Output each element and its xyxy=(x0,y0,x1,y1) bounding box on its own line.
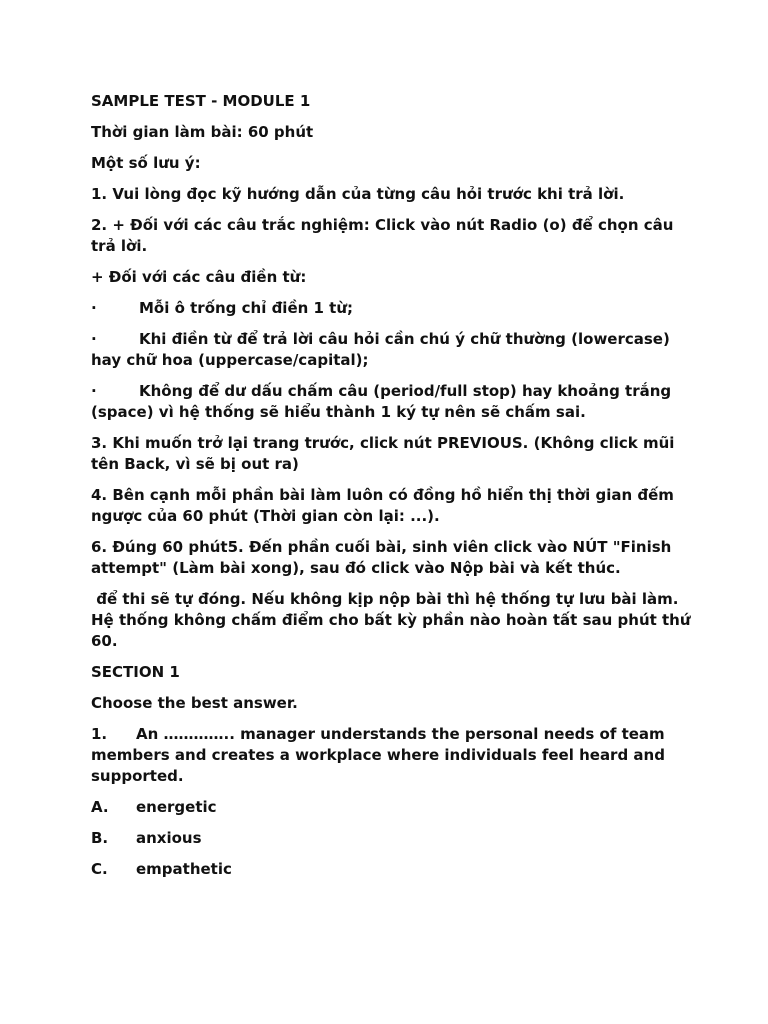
option-text: anxious xyxy=(136,829,202,847)
bullet-dot: · xyxy=(91,330,97,348)
note-2b: + Đối với các câu điền từ: xyxy=(91,268,307,286)
bullet-dot: · xyxy=(91,382,97,400)
option-text: energetic xyxy=(136,798,217,816)
bullet-text: Khi điền từ để trả lời câu hỏi cần chú ý chữ thường (lowercase) hay chữ hoa (uppercase/capital); xyxy=(91,330,670,369)
bullet-item xyxy=(91,329,691,371)
note-3: 3. Khi muốn trở lại trang trước, click nút PREVIOUS. (Không click mũi tên Back, vì sẽ bị out ra) xyxy=(91,434,675,473)
bullet-dot: · xyxy=(91,299,97,317)
bullet-text: Không để dư dấu chấm câu (period/full stop) hay khoảng trắng (space) vì hệ thống sẽ hiểu thành 1 ký tự nên sẽ chấm sai. xyxy=(91,382,672,421)
question-text: An ………….. manager understands the personal needs of team members and creates a workplace where individuals feel heard and supported. xyxy=(91,725,665,785)
option-letter: C. xyxy=(91,860,108,878)
option-a xyxy=(91,797,691,818)
note-4: 4. Bên cạnh mỗi phần bài làm luôn có đồng hồ hiển thị thời gian đếm ngược của 60 phút (Thời gian còn lại: ...). xyxy=(91,486,674,525)
doc-title: SAMPLE TEST - MODULE 1 xyxy=(91,92,311,110)
notes-heading: Một số lưu ý: xyxy=(91,154,201,172)
section-title: SECTION 1 xyxy=(91,663,180,681)
note-1: 1. Vui lòng đọc kỹ hướng dẫn của từng câu hỏi trước khi trả lời. xyxy=(91,185,625,203)
question-number: 1. xyxy=(91,725,108,743)
document-page xyxy=(91,91,696,890)
note-2: 2. + Đối với các câu trắc nghiệm: Click vào nút Radio (o) để chọn câu trả lời. xyxy=(91,216,674,255)
option-b xyxy=(91,828,691,849)
option-c xyxy=(91,859,691,880)
note-7: để thi sẽ tự đóng. Nếu không kịp nộp bài thì hệ thống tự lưu bài làm. Hệ thống không chấm điểm cho bất kỳ phần nào hoàn tất sau phút thứ 60. xyxy=(91,590,696,650)
option-letter: A. xyxy=(91,798,109,816)
time-limit: Thời gian làm bài: 60 phút xyxy=(91,123,314,141)
section-instruction: Choose the best answer. xyxy=(91,694,298,712)
bullet-item xyxy=(91,381,691,423)
note-6: 6. Đúng 60 phút5. Đến phần cuối bài, sinh viên click vào NÚT "Finish attempt" (Làm bài xong), sau đó click vào Nộp bài và kết thúc. xyxy=(91,538,672,577)
bullet-text: Mỗi ô trống chỉ điền 1 từ; xyxy=(139,299,354,317)
option-text: empathetic xyxy=(136,860,232,878)
question-1 xyxy=(91,724,691,787)
bullet-item xyxy=(91,298,691,319)
option-letter: B. xyxy=(91,829,109,847)
